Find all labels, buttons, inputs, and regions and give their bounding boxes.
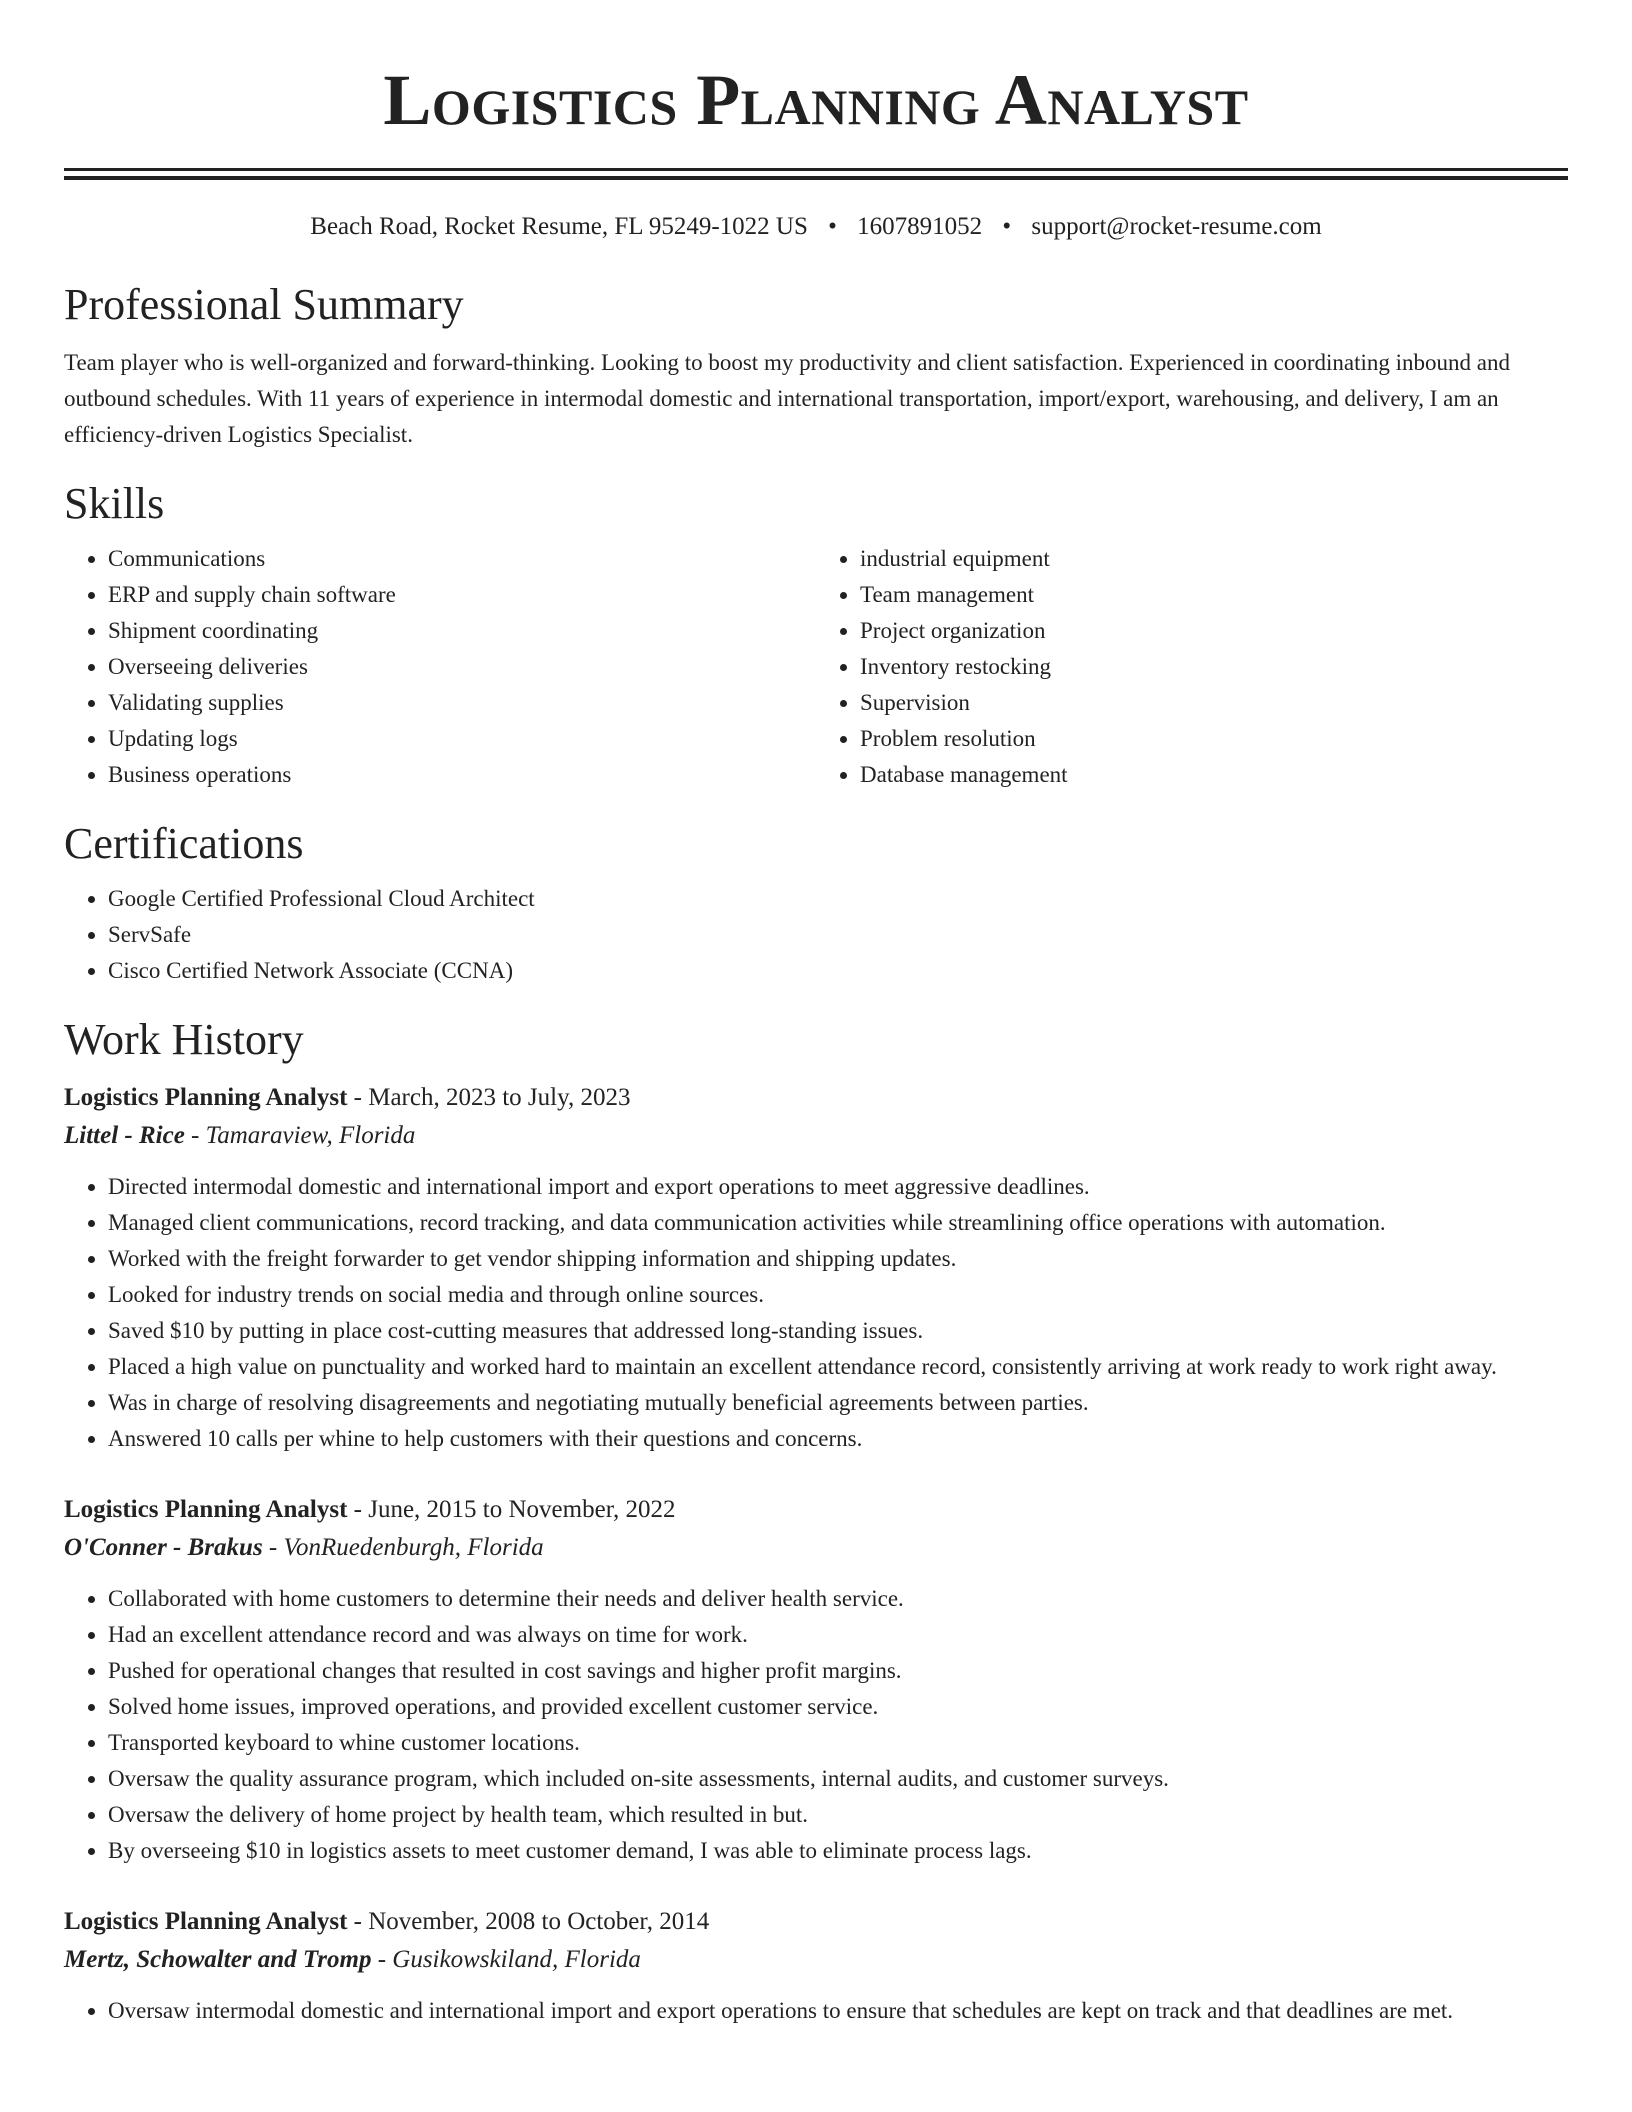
job-bullet: • Oversaw intermodal domestic and international import and export operations to ensure that schedules are kept on track and that deadlines are met. bbox=[108, 1993, 1568, 2029]
job-bullet: • Collaborated with home customers to determine their needs and deliver health service. bbox=[108, 1581, 1568, 1617]
certifications-list bbox=[64, 881, 1568, 989]
job-company: Littel - Rice bbox=[64, 1122, 185, 1149]
job-bullet: • Looked for industry trends on social media and through online sources. bbox=[108, 1277, 1568, 1313]
certifications-heading: Certifications bbox=[64, 819, 304, 868]
job-bullet: • Was in charge of resolving disagreements and negotiating mutually beneficial agreements between parties. bbox=[108, 1385, 1568, 1421]
skill-item: • Team management bbox=[860, 577, 1568, 613]
job-title-line bbox=[64, 1903, 1568, 1941]
job-bullet: • Directed intermodal domestic and international import and export operations to meet aggressive deadlines. bbox=[108, 1169, 1568, 1205]
job-bullets bbox=[64, 1993, 1568, 2029]
skill-item: • Communications bbox=[108, 541, 816, 577]
summary-text: Team player who is well-organized and forward-thinking. Looking to boost my productivity and client satisfaction. Experienced in coordinating inbound and outbound schedules. With 11 years of experience in intermodal domestic and international transportation, import/export, warehousing, and delivery, I am an efficiency-driven Logistics Specialist. bbox=[64, 350, 1510, 447]
job-bullets bbox=[64, 1581, 1568, 1869]
job-entry bbox=[64, 1903, 1568, 2029]
job-title: Logistics Planning Analyst bbox=[64, 1496, 348, 1523]
job-company-line bbox=[64, 1117, 1568, 1155]
contact-line bbox=[64, 212, 1568, 242]
job-company: Mertz, Schowalter and Tromp bbox=[64, 1946, 372, 1973]
job-company-line bbox=[64, 1941, 1568, 1979]
job-title: Logistics Planning Analyst bbox=[64, 1908, 348, 1935]
job-bullet: • Oversaw the quality assurance program, which included on-site assessments, internal audits, and customer surveys. bbox=[108, 1761, 1568, 1797]
certifications-section bbox=[64, 819, 1568, 989]
skill-item: • Database management bbox=[860, 757, 1568, 793]
job-title-line bbox=[64, 1079, 1568, 1117]
job-bullet: • Saved $10 by putting in place cost-cutting measures that addressed long-standing issues. bbox=[108, 1313, 1568, 1349]
work-history-heading: Work History bbox=[64, 1015, 304, 1064]
summary-heading: Professional Summary bbox=[64, 280, 464, 329]
contact-separator: • bbox=[1002, 213, 1012, 240]
job-bullet: • Answered 10 calls per whine to help customers with their questions and concerns. bbox=[108, 1421, 1568, 1457]
skill-item: • ERP and supply chain software bbox=[108, 577, 816, 613]
skill-item: • Validating supplies bbox=[108, 685, 816, 721]
job-bullet: • Had an excellent attendance record and was always on time for work. bbox=[108, 1617, 1568, 1653]
job-bullets bbox=[64, 1169, 1568, 1457]
skill-item: • Inventory restocking bbox=[860, 649, 1568, 685]
job-location: - Tamaraview, Florida bbox=[184, 1122, 416, 1149]
job-entry bbox=[64, 1491, 1568, 1869]
skills-grid bbox=[64, 541, 1568, 793]
job-company: O'Conner - Brakus bbox=[64, 1534, 263, 1561]
job-bullet: • By overseeing $10 in logistics assets to meet customer demand, I was able to eliminate process lags. bbox=[108, 1833, 1568, 1869]
contact-phone: 1607891052 bbox=[857, 213, 983, 240]
certification-item: • ServSafe bbox=[108, 917, 1568, 953]
certification-item: • Google Certified Professional Cloud Architect bbox=[108, 881, 1568, 917]
resume-name: Logistics Planning Analyst bbox=[383, 60, 1249, 140]
summary-section bbox=[64, 280, 1568, 453]
certification-item: • Cisco Certified Network Associate (CCNA) bbox=[108, 953, 1568, 989]
skills-heading: Skills bbox=[64, 479, 165, 528]
job-dates: - March, 2023 to July, 2023 bbox=[347, 1084, 631, 1111]
job-bullet: • Oversaw the delivery of home project by health team, which resulted in but. bbox=[108, 1797, 1568, 1833]
skill-item: • Supervision bbox=[860, 685, 1568, 721]
header-double-rule bbox=[64, 168, 1568, 180]
skill-item: • Problem resolution bbox=[860, 721, 1568, 757]
job-bullet: • Transported keyboard to whine customer locations. bbox=[108, 1725, 1568, 1761]
contact-address: Beach Road, Rocket Resume, FL 95249-1022 US bbox=[310, 213, 808, 240]
job-bullet: • Worked with the freight forwarder to get vendor shipping information and shipping updates. bbox=[108, 1241, 1568, 1277]
job-company-line bbox=[64, 1529, 1568, 1567]
skills-list-right bbox=[816, 541, 1568, 793]
skill-item: • Project organization bbox=[860, 613, 1568, 649]
skill-item: • Shipment coordinating bbox=[108, 613, 816, 649]
skill-item: • Business operations bbox=[108, 757, 816, 793]
skill-item: • Overseeing deliveries bbox=[108, 649, 816, 685]
job-dates: - November, 2008 to October, 2014 bbox=[347, 1908, 710, 1935]
job-location: - Gusikowskiland, Florida bbox=[371, 1946, 641, 1973]
job-title: Logistics Planning Analyst bbox=[64, 1084, 348, 1111]
contact-separator: • bbox=[828, 213, 837, 240]
work-history-section bbox=[64, 1015, 1568, 2029]
skill-item: • industrial equipment bbox=[860, 541, 1568, 577]
skills-list-left bbox=[64, 541, 816, 793]
job-bullet: • Managed client communications, record tracking, and data communication activities while streamlining office operations with automation. bbox=[108, 1205, 1568, 1241]
job-location: - VonRuedenburgh, Florida bbox=[262, 1534, 544, 1561]
job-bullet: • Pushed for operational changes that resulted in cost savings and higher profit margins. bbox=[108, 1653, 1568, 1689]
contact-email: support@rocket-resume.com bbox=[1031, 213, 1322, 240]
job-dates: - June, 2015 to November, 2022 bbox=[347, 1496, 676, 1523]
skill-item: • Updating logs bbox=[108, 721, 816, 757]
job-title-line bbox=[64, 1491, 1568, 1529]
job-bullet: • Placed a high value on punctuality and worked hard to maintain an excellent attendance record, consistently arriving at work ready to work right away. bbox=[108, 1349, 1568, 1385]
skills-section bbox=[64, 479, 1568, 793]
job-bullet: • Solved home issues, improved operations, and provided excellent customer service. bbox=[108, 1689, 1568, 1725]
job-entry bbox=[64, 1079, 1568, 1457]
